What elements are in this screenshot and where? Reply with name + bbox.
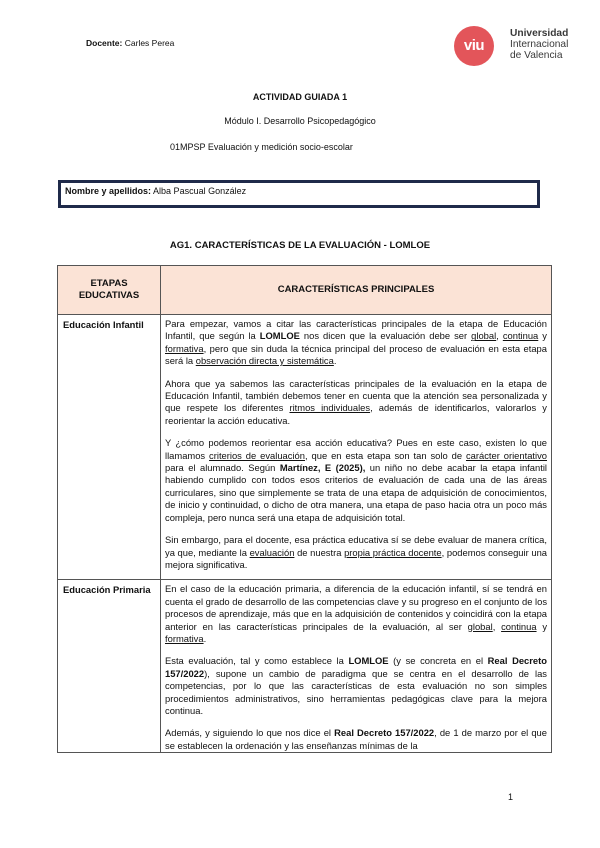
infantil-paragraph-1: Para empezar, vamos a citar las características principales de la etapa de Educación Infantil, que según la LOMLOE nos dicen que la evaluación debe ser global, continua y formativa, pero que sin duda la técnica principal del proceso de evaluación en esta etapa será la observación directa y sistemática.: [165, 318, 547, 367]
primaria-paragraph-1: En el caso de la educación primaria, a diferencia de la educación infantil, sí se tendrá en cuenta el grado de desarrollo de las competencias clave y su progreso en el conjunto de los procesos de aprendizaje, más que en la adquisición de contenidos y coincidirá con la etapa anterior en las características principales de la evaluación, al ser global, continua y formativa.: [165, 583, 548, 644]
logo-line-1: Universidad: [510, 28, 569, 39]
stage-primaria: Educación Primaria: [58, 580, 161, 753]
logo-text: [510, 29, 568, 61]
stage-infantil: Educación Infantil: [58, 315, 161, 580]
page-number: 1: [508, 792, 514, 802]
characteristics-table: [57, 265, 552, 753]
student-name-box: [58, 180, 540, 208]
col-header-characteristics: CARACTERÍSTICAS PRINCIPALES: [161, 266, 552, 315]
section-title: AG1. CARACTERÍSTICAS DE LA EVALUACIÓN - LOMLOE: [169, 240, 431, 251]
infantil-paragraph-3: Y ¿cómo podemos reorientar esa acción educativa? Pues en este caso, existen lo que llamamos criterios de evaluación, que en esta etapa son tan solo de carácter orientativo para el alumnado. Según Martínez, E (2025), un niño no debe acabar la etapa infantil habiendo cumplido con todos esos criterios de evaluación de cada una de las áreas curriculares, sino que simplemente se trata de una etapa de adquisición de conocimientos, de inicio y continuidad, o dicho de otra manera, una etapa de paso hacia otra un poco más compleja, pero nunca será una etapa de adquisición total.: [165, 437, 548, 523]
primaria-paragraph-2: Esta evaluación, tal y como establece la LOMLOE (y se concreta en el Real Decreto 157/2022), supone un cambio de paradigma que se centra en el desarrollo de las competencias, por lo que las características de esta evaluación no son simples procedimientos administrativos, sino herramientas pedagógicas clave para la mejora continua.: [165, 655, 547, 716]
primaria-paragraph-3: Además, y siguiendo lo que nos dice el Real Decreto 157/2022, de 1 de marzo por el que se establecen la ordenación y las enseñanzas mínimas de la: [165, 727, 547, 751]
text-primaria: [161, 580, 552, 753]
university-logo: [454, 26, 584, 66]
infantil-paragraph-4: Sin embargo, para el docente, esa práctica educativa sí se debe evaluar de manera crítica, ya que, mediante la evaluación de nuestra propia práctica docente, podemos conseguir una mejora significativa.: [165, 534, 548, 570]
docente-label: Docente:: [86, 38, 123, 48]
course-title: 01MPSP Evaluación y medición socio-escolar: [170, 142, 353, 152]
infantil-paragraph-2: Ahora que ya sabemos las características principales de la evaluación en la etapa de Educación Infantil, también debemos tener en cuenta que la atención sea personalizada y que respete los diferentes ritmos individuales, además de identificarlos, valorarlos y reorientar la acción educativa.: [165, 377, 547, 426]
logo-line-2: Internacional: [510, 38, 569, 50]
student-label: Nombre y apellidos:: [65, 186, 152, 196]
table-header-row: [58, 266, 552, 315]
text-infantil: [161, 315, 552, 580]
docente-line: [86, 38, 174, 48]
logo-mark: viu: [454, 26, 494, 66]
student-name: Alba Pascual González: [153, 186, 247, 196]
docente-name: Carles Perea: [124, 38, 175, 48]
col-header-stages: ETAPAS EDUCATIVAS: [58, 266, 161, 315]
logo-line-3: de Valencia: [510, 49, 563, 61]
table-row-infantil: [58, 315, 552, 580]
module-title: Módulo I. Desarrollo Psicopedagógico: [224, 116, 376, 126]
activity-title: ACTIVIDAD GUIADA 1: [252, 92, 348, 102]
table-row-primaria: [58, 580, 552, 753]
